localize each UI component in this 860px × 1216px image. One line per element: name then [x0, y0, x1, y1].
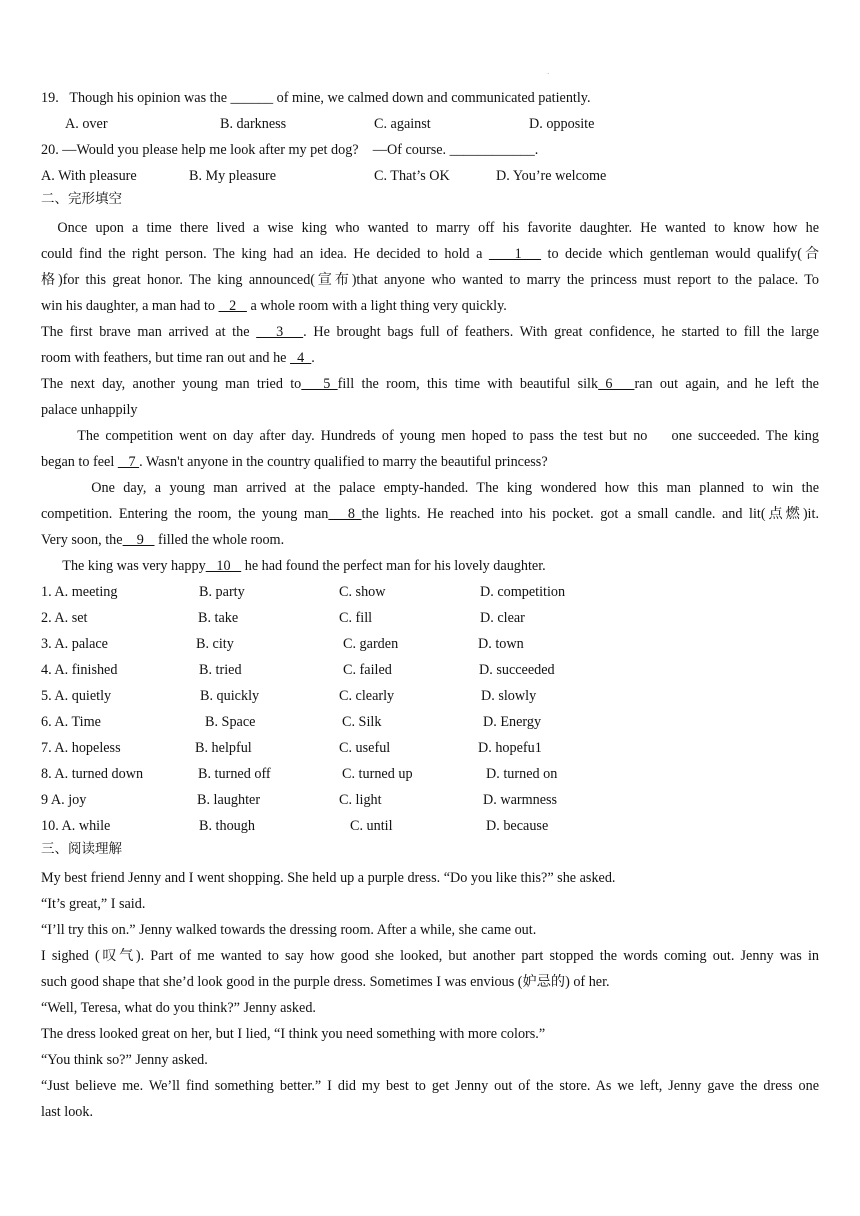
- blank-7: 7: [117, 454, 140, 470]
- option-3-a: 3. A. palace: [41, 636, 108, 652]
- cloze-p1-line1: Once upon a time there lived a wise king who wanted to marry off his favorite daughter. He wanted to know how he: [41, 220, 819, 236]
- cloze-p1-line4: win his daughter, a man had to 2 a whole room with a light thing very quickly.: [41, 298, 507, 314]
- q20-option-a: A. With pleasure: [41, 168, 137, 184]
- option-4-b: B. tried: [199, 662, 242, 678]
- blank-10: 10: [205, 558, 242, 574]
- section-3-heading: 三、阅读理解: [41, 841, 122, 857]
- option-9-c: C. light: [339, 792, 382, 808]
- option-6-c: C. Silk: [342, 714, 382, 730]
- q20-option-c: C. That’s OK: [374, 168, 450, 184]
- blank-4: 4: [290, 350, 312, 366]
- option-7-c: C. useful: [339, 740, 391, 756]
- reading-line-9: “Just believe me. We’ll find something better.” I did my best to get Jenny out of the store. As we left, Jenny gave the dress one: [41, 1078, 819, 1094]
- cloze-p3-line1: The next day, another young man tried to 5 fill the room, this time with beautiful silk 6 ran out again, and he left the: [41, 376, 819, 392]
- option-5-d: D. slowly: [481, 688, 537, 704]
- blank-2: 2: [218, 298, 247, 314]
- cloze-p5-line3: Very soon, the 9 filled the whole room.: [41, 532, 285, 548]
- blank-8: 8: [328, 506, 362, 522]
- option-4-d: D. succeeded: [479, 662, 555, 678]
- option-8-a: 8. A. turned down: [41, 766, 144, 782]
- blank-3: 3: [256, 324, 304, 340]
- q19-option-c: C. against: [374, 116, 431, 132]
- option-10-d: D. because: [486, 818, 549, 834]
- option-10-c: C. until: [350, 818, 393, 834]
- reading-line-1: My best friend Jenny and I went shopping. She held up a purple dress. “Do you like this?” she asked.: [41, 870, 616, 886]
- option-9-a: 9 A. joy: [41, 792, 87, 808]
- reading-line-10: last look.: [41, 1104, 94, 1120]
- q20-option-d: D. You’re welcome: [496, 168, 607, 184]
- option-2-d: D. clear: [480, 610, 525, 626]
- reading-line-3: “I’ll try this on.” Jenny walked towards the dressing room. After a while, she came out.: [41, 922, 537, 938]
- cloze-p4-line2: began to feel 7 . Wasn't anyone in the country qualified to marry the beautiful princess?: [41, 454, 548, 470]
- option-3-c: C. garden: [343, 636, 399, 652]
- cloze-p5-line2: competition. Entering the room, the young man 8 the lights. He reached into his pocket. got a small candle. and lit(点燃)it.: [41, 506, 819, 522]
- q19-option-b: B. darkness: [220, 116, 287, 132]
- option-6-d: D. Energy: [483, 714, 542, 730]
- option-7-b: B. helpful: [195, 740, 252, 756]
- option-8-d: D. turned on: [486, 766, 558, 782]
- blank-6: 6: [598, 376, 635, 392]
- option-9-b: B. laughter: [197, 792, 261, 808]
- option-3-b: B. city: [196, 636, 234, 652]
- cloze-p3-line2: palace unhappily: [41, 402, 138, 418]
- reading-line-4: I sighed (叹气). Part of me wanted to say how good she looked, but another part stopped the words coming out. Jenny was in: [41, 948, 819, 964]
- option-7-a: 7. A. hopeless: [41, 740, 121, 756]
- reading-line-7: The dress looked great on her, but I lied, “I think you need something with more colors.”: [41, 1026, 546, 1042]
- q20-option-b: B. My pleasure: [189, 168, 277, 184]
- option-4-a: 4. A. finished: [41, 662, 118, 678]
- option-1-a: 1. A. meeting: [41, 584, 118, 600]
- cloze-p4-line1: The competition went on day after day. Hundreds of young men hoped to pass the test but no one succeeded. The king: [41, 428, 819, 444]
- blank-1: 1: [488, 246, 542, 262]
- question-20-stem: 20. —Would you please help me look after my pet dog? —Of course. ____________.: [41, 142, 539, 158]
- option-7-d: D. hopefu1: [478, 740, 542, 756]
- option-2-b: B. take: [198, 610, 239, 626]
- option-4-c: C. failed: [343, 662, 392, 678]
- option-5-c: C. clearly: [339, 688, 395, 704]
- option-6-b: B. Space: [205, 714, 256, 730]
- option-10-a: 10. A. while: [41, 818, 111, 834]
- option-2-a: 2. A. set: [41, 610, 88, 626]
- option-2-c: C. fill: [339, 610, 373, 626]
- page-mark: ·: [547, 70, 550, 78]
- cloze-p1-line3: 格)for this great honor. The king announced(宣布)that anyone who wanted to marry the princess must report to the palace. To: [41, 272, 819, 288]
- q19-option-a: A. over: [65, 116, 108, 132]
- q19-option-d: D. opposite: [529, 116, 595, 132]
- option-3-d: D. town: [478, 636, 524, 652]
- option-9-d: D. warmness: [483, 792, 558, 808]
- option-8-b: B. turned off: [198, 766, 271, 782]
- cloze-p6-line1: The king was very happy 10 he had found the perfect man for his lovely daughter.: [41, 558, 546, 574]
- option-1-d: D. competition: [480, 584, 566, 600]
- cloze-p2-line2: room with feathers, but time ran out and he 4 .: [41, 350, 315, 366]
- option-6-a: 6. A. Time: [41, 714, 101, 730]
- option-5-a: 5. A. quietly: [41, 688, 112, 704]
- option-8-c: C. turned up: [342, 766, 413, 782]
- reading-line-5: such good shape that she’d look good in the purple dress. Sometimes I was envious (妒忌的) of her.: [41, 974, 610, 990]
- blank-5: 5: [301, 376, 338, 392]
- option-1-b: B. party: [199, 584, 245, 600]
- reading-line-8: “You think so?” Jenny asked.: [41, 1052, 208, 1068]
- reading-line-2: “It’s great,” I said.: [41, 896, 146, 912]
- reading-line-6: “Well, Teresa, what do you think?” Jenny asked.: [41, 1000, 316, 1016]
- cloze-p1-line2: could find the right person. The king had an idea. He decided to hold a 1 to decide which gentleman would qualify(合: [41, 246, 820, 262]
- cloze-p2-line1: The first brave man arrived at the 3 . He brought bags full of feathers. With great confidence, he started to fill the large: [41, 324, 820, 340]
- blank-9: 9: [122, 532, 155, 548]
- section-2-heading: 二、完形填空: [41, 191, 122, 207]
- cloze-p5-line1: One day, a young man arrived at the palace empty-handed. The king wondered how this man planned to win the: [41, 480, 819, 496]
- question-19-stem: 19. Though his opinion was the ______ of mine, we calmed down and communicated patiently.: [41, 90, 591, 106]
- option-10-b: B. though: [199, 818, 255, 834]
- option-5-b: B. quickly: [200, 688, 260, 704]
- option-1-c: C. show: [339, 584, 386, 600]
